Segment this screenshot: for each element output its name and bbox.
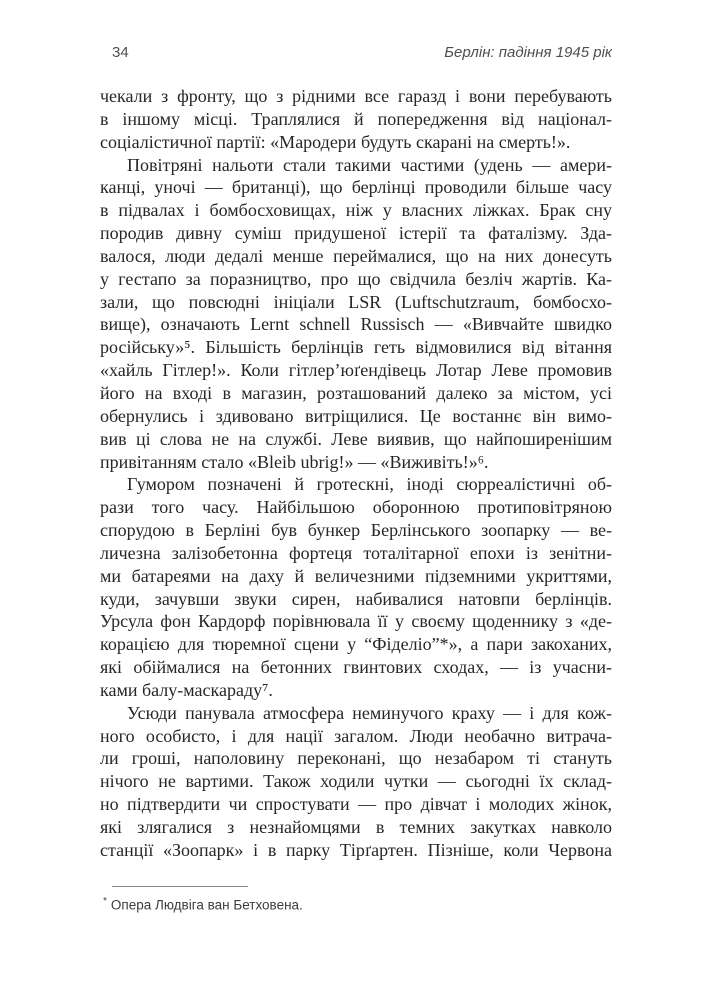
- text-line: в підвалах і бомбосховищах, ніж у власних ліжках. Брак сну: [100, 200, 612, 221]
- text-line: Гумором позначені й гротескні, іноді сюрреалістичні об-: [127, 474, 612, 495]
- text-line: обернулись і здивовано витріщилися. Це востаннє він вимо-: [100, 405, 612, 426]
- text-line: привітанням стало «Bleib ubrig!» — «Виживіть!»⁶.: [100, 451, 489, 472]
- text-line: ли гроші, наполовину переконані, що незабаром ті стануть: [100, 748, 612, 769]
- text-line: станції «Зоопарк» і в парку Тірґартен. Пізніше, коли Червона: [100, 839, 612, 860]
- page-header: [112, 44, 612, 61]
- footnote-separator: [112, 886, 248, 887]
- footnote-marker: *: [103, 896, 107, 907]
- text-line: Урсула фон Кардорф порівнювала її у своєму щоденнику з «де-: [100, 611, 612, 632]
- text-line: рази того часу. Найбільшою оборонною протиповітряною: [100, 497, 612, 518]
- text-line: канці, уночі — британці), що берлінці проводили більше часу: [100, 177, 612, 198]
- text-line: но підтвердити чи спростувати — про дівчат і молодих жінок,: [100, 794, 612, 815]
- text-line: які злягалися з незнайомцями в темних закутках навколо: [100, 817, 612, 837]
- text-line: в іншому місці. Траплялися й попередження від націонал-: [100, 108, 612, 129]
- text-line: вище), означають Lernt schnell Russisch — «Вивчайте швидко: [100, 314, 612, 335]
- text-line: породив дивну суміш придушеної істерії та фаталізму. Зда-: [100, 223, 612, 244]
- text-block: [100, 85, 612, 862]
- text-line: личезна залізобетонна фортеця тоталітарної епохи із зенітни-: [100, 542, 612, 563]
- text-line: Усюди панувала атмосфера неминучого краху — і для кож-: [127, 702, 612, 723]
- text-line: ми батареями на даху й величезними підземними укриттями,: [100, 565, 612, 586]
- paragraph: [100, 473, 612, 701]
- text-line: чекали з фронту, що з рідними все гаразд і вони перебувають: [100, 86, 612, 106]
- page-number: 34: [112, 44, 129, 61]
- footnote: [103, 896, 303, 913]
- text-line: у гестапо за поразництво, про що свідчила безліч жартів. Ка-: [100, 268, 612, 289]
- text-line: російську»⁵. Більшість берлінців геть відмовилися від вітання: [100, 337, 612, 358]
- text-line: «хайль Гітлер!». Коли гітлер’юґендівець Лотар Леве промовив: [100, 360, 612, 381]
- text-line: ками балу-маскараду⁷.: [100, 679, 273, 700]
- text-line: які обіймалися на бетонних гвинтових сходах, — із учасни-: [100, 657, 612, 678]
- text-line: спорудою в Берліні був бункер Берлінського зоопарку — ве-: [100, 520, 612, 541]
- text-line: соціалістичної партії: «Мародери будуть скарані на смерть!».: [100, 131, 571, 152]
- text-line: нічого не вартими. Також ходили чутки — сьогодні їх склад-: [100, 771, 612, 792]
- footnote-text: Опера Людвіга ван Бетховена.: [110, 897, 303, 913]
- running-title: Берлін: падіння 1945 рік: [444, 44, 612, 61]
- text-line: корацією для тюремної сцени у “Фіделіо”*», а пари закоханих,: [100, 634, 612, 655]
- paragraph: [100, 85, 612, 154]
- text-line: вив ці слова не на службі. Леве виявив, що найпоширенішим: [100, 428, 612, 449]
- text-line: зали, що повсюдні ініціали LSR (Luftschutzraum, бомбосхо-: [100, 291, 612, 312]
- text-line: ного особисто, і для нації загалом. Люди необачно витрача-: [100, 725, 612, 746]
- text-line: куди, зачувши звуки сирен, набивалися натовпи берлінців.: [100, 588, 612, 609]
- text-line: Повітряні нальоти стали такими частими (удень — амери-: [127, 154, 612, 175]
- paragraph: [100, 702, 612, 862]
- paragraph: [100, 154, 612, 474]
- text-line: його на вході в магазин, розташований далеко за містом, усі: [100, 382, 612, 403]
- text-line: валося, люди дедалі менше переймалися, що на них донесуть: [100, 245, 612, 266]
